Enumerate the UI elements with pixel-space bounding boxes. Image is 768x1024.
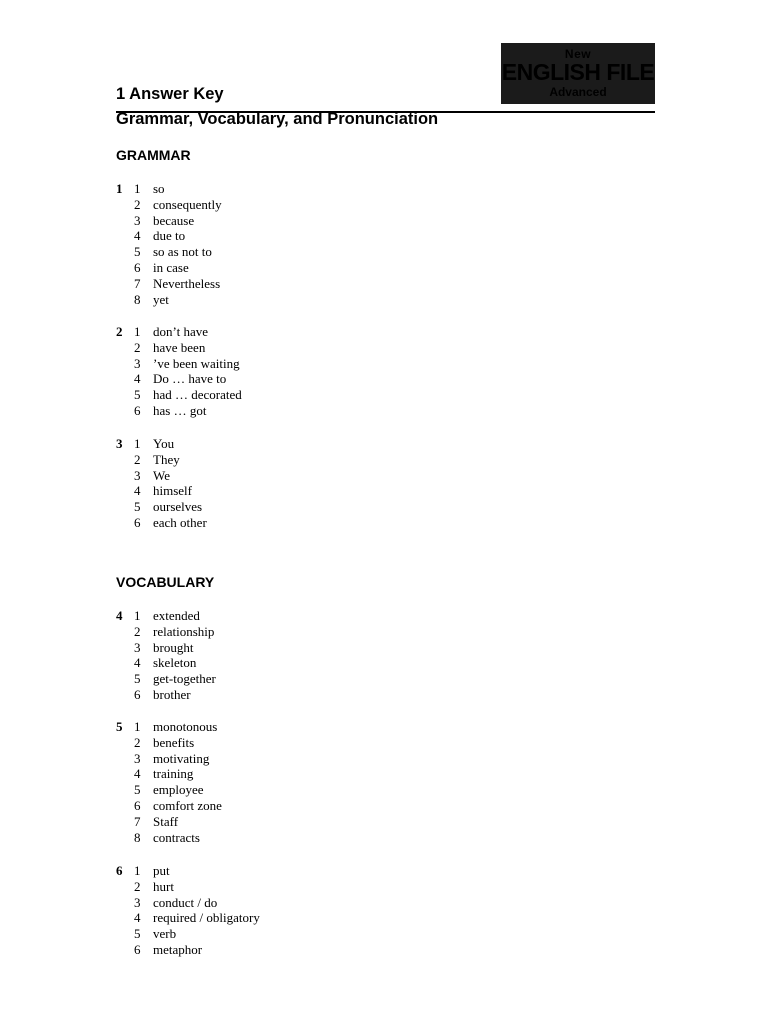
item-number: 4 [134, 910, 141, 926]
exercise-number: 1 [116, 181, 123, 196]
item-answer: motivating [153, 750, 210, 766]
item-number: 4 [134, 655, 141, 671]
item-answer: put [153, 863, 170, 878]
item-answer: metaphor [153, 941, 203, 957]
item-answer: employee [153, 782, 204, 798]
item-number: 3 [134, 750, 141, 766]
item-number: 4 [134, 766, 141, 782]
exercise-number: 2 [116, 324, 123, 339]
logo-line-new: New [564, 47, 592, 61]
item-number: 2 [134, 734, 141, 750]
item-answer: comfort zone [153, 797, 222, 813]
item-number: 5 [134, 671, 141, 687]
logo-line-level: Advanced [549, 85, 607, 99]
item-number: 5 [134, 244, 141, 260]
item-number: 8 [134, 829, 141, 845]
item-answer: in case [153, 259, 189, 275]
item-number: 2 [134, 878, 141, 894]
item-number: 7 [134, 275, 141, 291]
item-number: 4 [134, 228, 141, 244]
item-answer: required / obligatory [153, 910, 260, 926]
item-answer: so as not to [153, 244, 212, 260]
item-answer: so [153, 181, 165, 196]
item-answer: They [153, 451, 180, 467]
item-answer: yet [153, 291, 169, 307]
item-answer: has … got [153, 402, 207, 418]
item-number: 3 [134, 212, 141, 228]
item-number: 3 [134, 355, 141, 371]
exercise-number: 3 [116, 436, 123, 451]
item-answer: verb [153, 926, 177, 942]
grammar-heading: GRAMMAR [116, 147, 191, 163]
item-number: 3 [134, 467, 141, 483]
item-number: 5 [134, 782, 141, 798]
item-answer: We [153, 467, 170, 483]
item-number: 7 [134, 813, 141, 829]
item-answer: consequently [153, 196, 222, 212]
item-number: 2 [134, 339, 141, 355]
item-answer: himself [153, 483, 192, 499]
item-answer: contracts [153, 829, 200, 845]
item-answer: brother [153, 686, 191, 702]
item-number: 2 [134, 623, 141, 639]
item-number: 6 [134, 941, 141, 957]
item-number: 6 [134, 402, 141, 418]
item-answer: Staff [153, 813, 179, 829]
item-answer: You [153, 436, 175, 451]
exercise-number: 5 [116, 719, 123, 734]
item-number: 6 [134, 797, 141, 813]
item-answer: don’t have [153, 324, 208, 339]
unit-title: 1 Answer Key [116, 85, 224, 103]
item-number: 3 [134, 894, 141, 910]
item-number: 6 [134, 686, 141, 702]
item-answer: Do … have to [153, 371, 227, 387]
item-number: 4 [134, 483, 141, 499]
vocabulary-heading: VOCABULARY [116, 574, 215, 590]
item-answer: conduct / do [153, 894, 218, 910]
item-answer: training [153, 766, 194, 782]
exercise-number: 4 [116, 608, 123, 623]
item-answer: ourselves [153, 499, 203, 515]
item-number: 5 [134, 926, 141, 942]
item-number: 1 [134, 436, 141, 451]
item-number: 6 [134, 514, 141, 530]
item-answer: due to [153, 228, 186, 244]
item-number: 3 [134, 639, 141, 655]
item-answer: had … decorated [153, 387, 242, 403]
item-number: 2 [134, 451, 141, 467]
item-answer: skeleton [153, 655, 197, 671]
item-number: 2 [134, 196, 141, 212]
item-answer: relationship [153, 623, 215, 639]
exercise-number: 6 [116, 863, 123, 878]
english-file-logo [501, 43, 655, 104]
item-answer: benefits [153, 734, 195, 750]
item-number: 1 [134, 608, 141, 623]
item-answer: each other [153, 514, 207, 530]
item-answer: monotonous [153, 719, 218, 734]
item-answer: brought [153, 639, 194, 655]
item-number: 6 [134, 259, 141, 275]
item-answer: extended [153, 608, 200, 623]
item-number: 8 [134, 291, 141, 307]
item-number: 5 [134, 387, 141, 403]
item-number: 1 [134, 324, 141, 339]
item-answer: hurt [153, 878, 174, 894]
item-number: 4 [134, 371, 141, 387]
logo-line-title: ENGLISH FILE [501, 59, 655, 85]
item-number: 1 [134, 181, 141, 196]
item-answer: Nevertheless [153, 275, 221, 291]
item-answer: get-together [153, 671, 216, 687]
page-title: Grammar, Vocabulary, and Pronunciation [116, 110, 439, 128]
item-answer: ’ve been waiting [153, 355, 240, 371]
item-number: 1 [134, 863, 141, 878]
item-answer: because [153, 212, 195, 228]
item-number: 1 [134, 719, 141, 734]
item-number: 5 [134, 499, 141, 515]
item-answer: have been [153, 339, 206, 355]
